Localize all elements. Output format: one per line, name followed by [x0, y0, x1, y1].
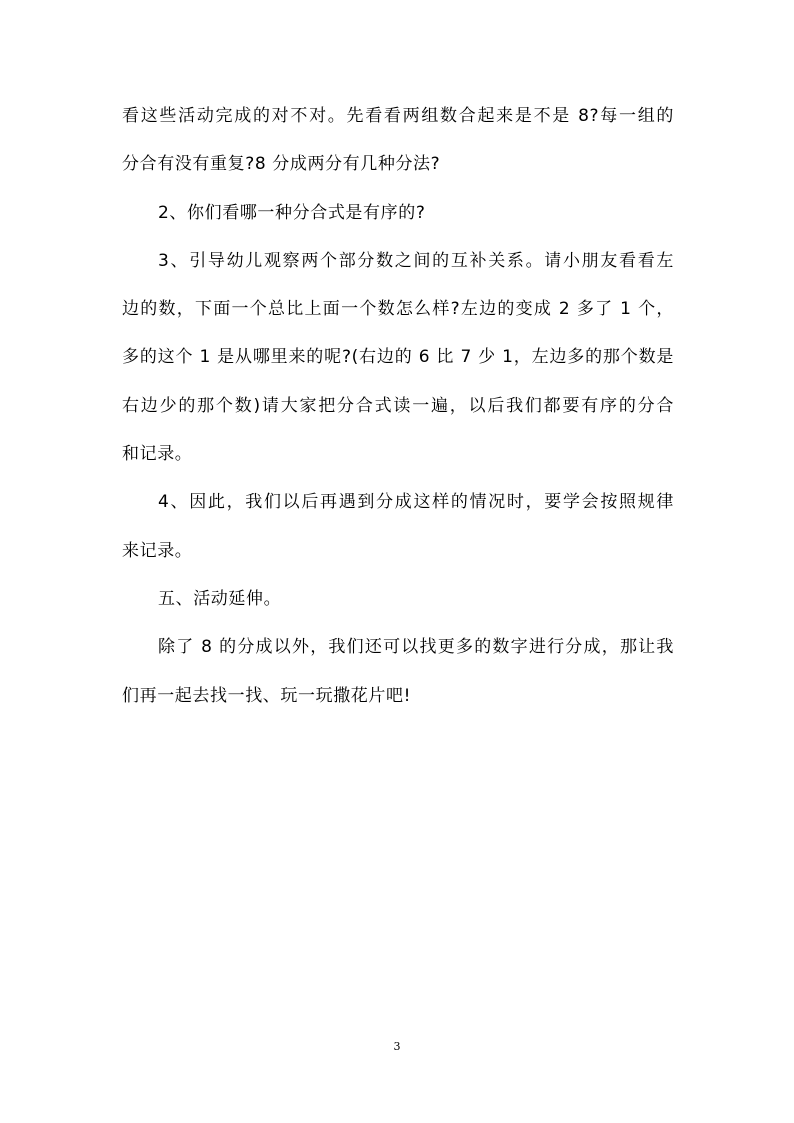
text-line-6: 多的这个 1 是从哪里来的呢?(右边的 6 比 7 少 1，左边多的那个数是 — [122, 347, 674, 368]
text-line-8: 和记录。 — [122, 444, 193, 465]
text-line-2: 分合有没有重复?8 分成两分有几种分法? — [122, 154, 441, 175]
text-line-1: 看这些活动完成的对不对。先看看两组数合起来是不是 8?每一组的 — [122, 106, 674, 126]
text-line-10: 来记录。 — [122, 540, 193, 561]
text-line-9: 4、因此，我们以后再遇到分成这样的情况时，要学会按照规律 — [158, 492, 674, 513]
section-heading: 五、活动延伸。 — [158, 588, 282, 609]
text-line-4: 3、引导幼儿观察两个部分数之间的互补关系。请小朋友看看左 — [158, 250, 674, 271]
text-line-3: 2、你们看哪一种分合式是有序的? — [158, 202, 426, 223]
body-text — [122, 92, 674, 720]
text-line-12: 除了 8 的分成以外，我们还可以找更多的数字进行分成，那让我 — [158, 637, 674, 658]
page-number: 3 — [393, 1040, 401, 1053]
text-line-13: 们再一起去找一找、玩一玩撒花片吧! — [122, 685, 412, 706]
text-line-5: 边的数，下面一个总比上面一个数怎么样?左边的变成 2 多了 1 个， — [122, 299, 674, 320]
text-line-7: 右边少的那个数)请大家把分合式读一遍，以后我们都要有序的分合 — [122, 395, 674, 416]
